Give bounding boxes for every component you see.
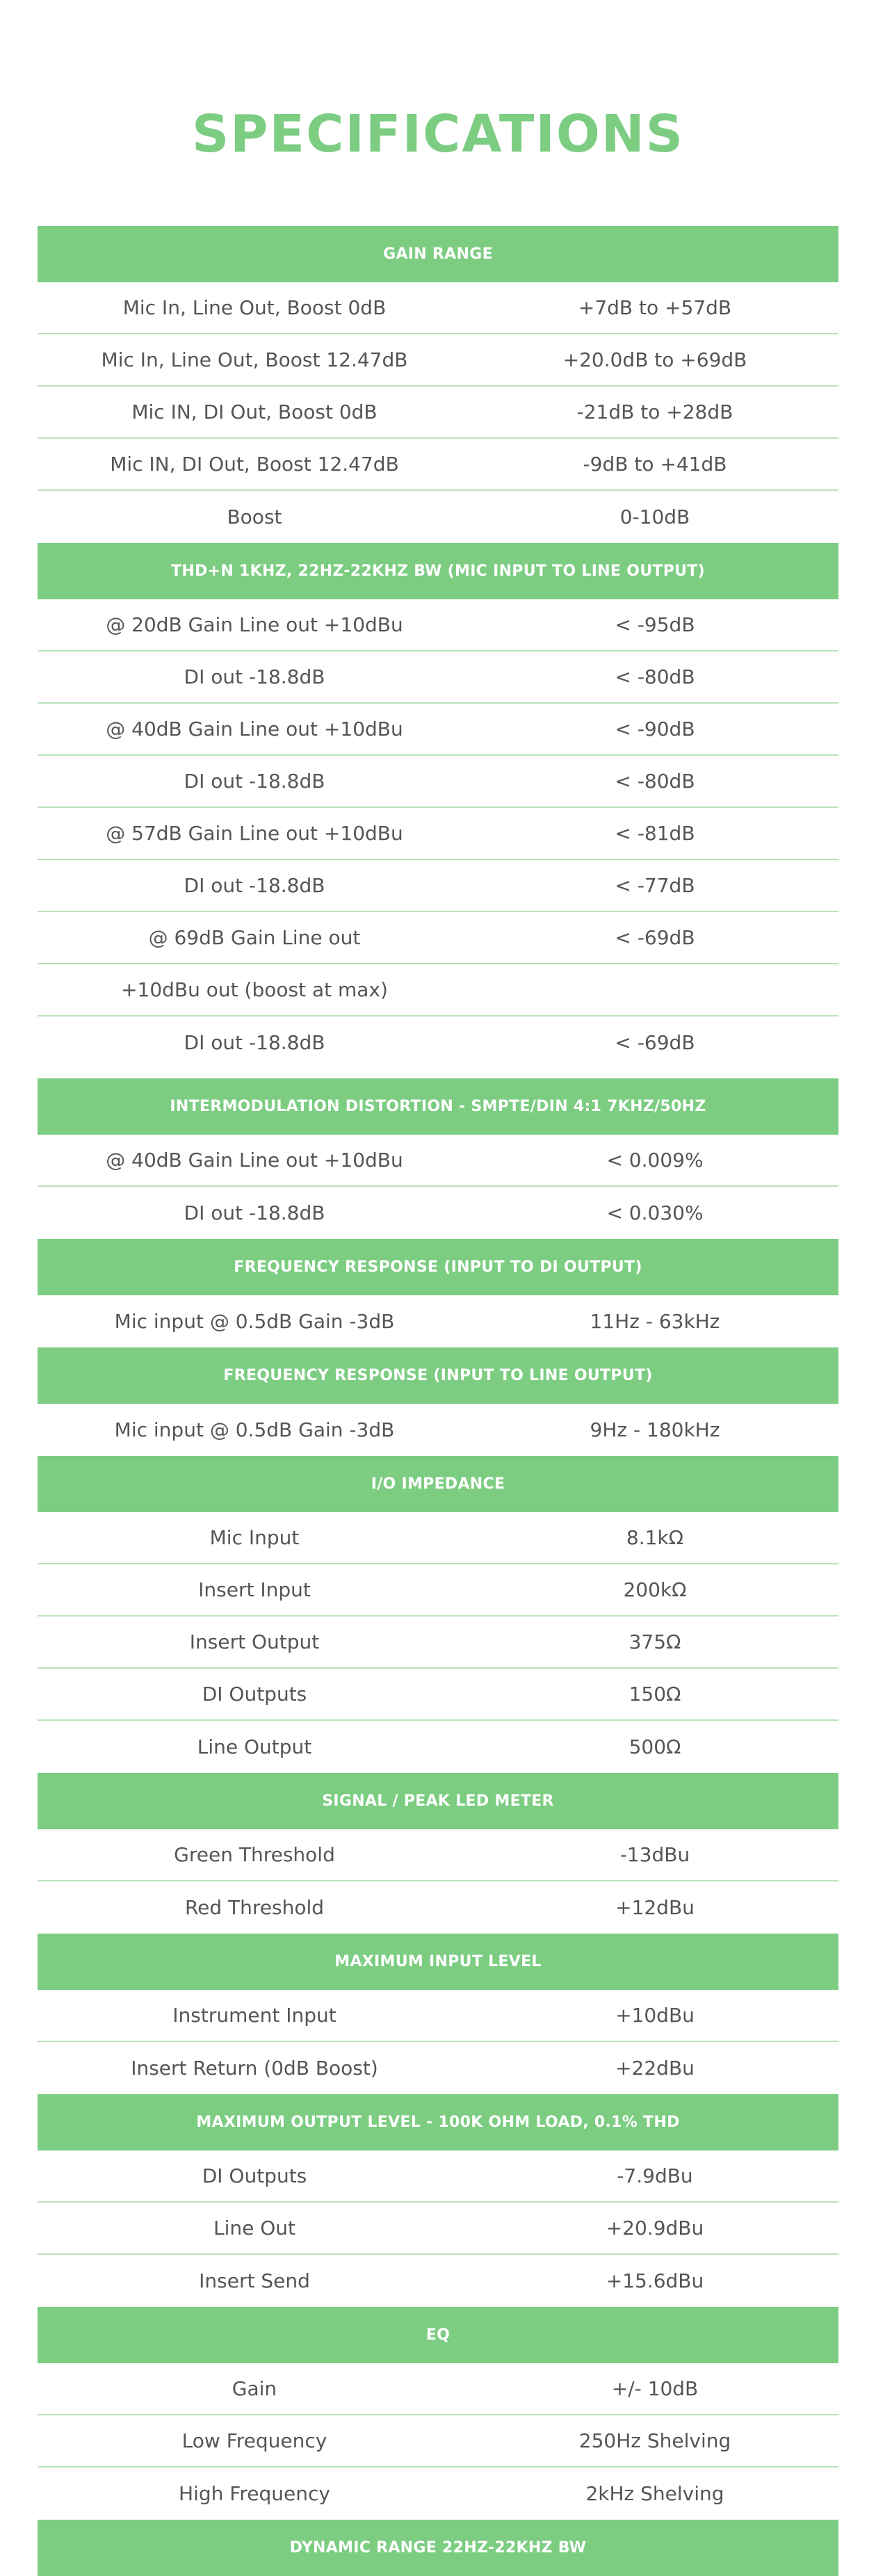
section-header: EQ	[38, 2307, 838, 2363]
spec-label: @ 20dB Gain Line out +10dBu	[106, 613, 403, 636]
spec-value: 2kHz Shelving	[585, 2482, 724, 2505]
spec-row	[38, 1295, 838, 1347]
spec-row	[38, 1135, 838, 1187]
spec-row	[38, 1669, 838, 1721]
spec-row	[38, 1881, 838, 1934]
spec-value: < -69dB	[615, 1031, 695, 1054]
spec-row	[38, 282, 838, 334]
spec-label: Gain	[232, 2377, 277, 2400]
spec-row	[38, 1990, 838, 2042]
spec-value: < 0.030%	[606, 1201, 704, 1224]
spec-label: +10dBu out (boost at max)	[121, 978, 388, 1001]
spec-value: 9Hz - 180kHz	[590, 1418, 720, 1441]
section-header: INTERMODULATION DISTORTION - SMPTE/DIN 4:1 7KHZ/50HZ	[38, 1078, 838, 1135]
spec-label: Insert Return (0dB Boost)	[131, 2057, 378, 2080]
spec-label: DI out -18.8dB	[184, 1201, 325, 1224]
spec-label: Instrument Input	[172, 2004, 336, 2027]
spec-label: Mic In, Line Out, Boost 12.47dB	[101, 348, 408, 371]
spec-row	[38, 2255, 838, 2307]
spec-value: 11Hz - 63kHz	[590, 1310, 720, 1333]
spec-row	[38, 387, 838, 439]
section-header: FREQUENCY RESPONSE (INPUT TO DI OUTPUT)	[38, 1239, 838, 1295]
spec-label: Mic IN, DI Out, Boost 12.47dB	[110, 453, 399, 476]
spec-label: Green Threshold	[174, 1843, 335, 1866]
spec-label: DI Outputs	[202, 1683, 307, 1706]
spec-row	[38, 860, 838, 912]
spec-label: Mic input @ 0.5dB Gain -3dB	[114, 1310, 395, 1333]
spec-row	[38, 1016, 838, 1069]
spec-value: +/- 10dB	[611, 2377, 699, 2400]
spec-label: Insert Send	[199, 2269, 310, 2292]
spec-value: 375Ω	[628, 1630, 681, 1653]
spec-label: Mic input @ 0.5dB Gain -3dB	[114, 1418, 395, 1441]
section-header: SIGNAL / PEAK LED METER	[38, 1773, 838, 1829]
spec-row	[38, 1829, 838, 1881]
spec-value: -7.9dBu	[617, 2164, 693, 2187]
spec-value: +22dBu	[615, 2057, 695, 2080]
spec-value: < -80dB	[615, 770, 695, 793]
section-header: GAIN RANGE	[38, 226, 838, 282]
spec-row	[38, 1721, 838, 1773]
spec-row	[38, 1564, 838, 1617]
page-title: SPECIFICATIONS	[192, 104, 684, 164]
specifications-table	[38, 226, 838, 2576]
spec-row	[38, 964, 838, 1016]
spec-row	[38, 1617, 838, 1669]
spec-value: +7dB to +57dB	[578, 296, 732, 319]
spec-label: Red Threshold	[184, 1896, 325, 1919]
spec-value: < -69dB	[615, 926, 695, 949]
section-header: I/O IMPEDANCE	[38, 1456, 838, 1512]
spec-row	[38, 2363, 838, 2415]
spec-value: < -90dB	[615, 718, 695, 740]
spec-label: @ 57dB Gain Line out +10dBu	[106, 822, 403, 845]
spec-label: DI Outputs	[202, 2164, 307, 2187]
spec-label: DI out -18.8dB	[184, 1031, 325, 1054]
spec-value: +20.9dBu	[606, 2217, 704, 2239]
spec-value: 250Hz Shelving	[578, 2429, 731, 2452]
section-header: MAXIMUM OUTPUT LEVEL - 100K OHM LOAD, 0.1% THD	[38, 2094, 838, 2150]
spec-row	[38, 2042, 838, 2094]
section-header: DYNAMIC RANGE 22HZ-22KHZ BW	[38, 2520, 838, 2576]
spec-value: < -81dB	[615, 822, 695, 845]
spec-row	[38, 1512, 838, 1564]
spec-row	[38, 756, 838, 808]
spec-label: @ 40dB Gain Line out +10dBu	[106, 1149, 403, 1172]
spec-label: DI out -18.8dB	[184, 770, 325, 793]
spec-label: @ 40dB Gain Line out +10dBu	[106, 718, 403, 740]
spec-value: < -77dB	[615, 874, 695, 897]
spec-row	[38, 912, 838, 964]
spec-label: Insert Output	[189, 1630, 320, 1653]
spec-value: +15.6dBu	[606, 2269, 704, 2292]
spec-label: DI out -18.8dB	[184, 665, 325, 688]
spec-row	[38, 2468, 838, 2520]
spec-row	[38, 2150, 838, 2203]
section-header: MAXIMUM INPUT LEVEL	[38, 1934, 838, 1990]
spec-row	[38, 334, 838, 387]
spec-label: Mic In, Line Out, Boost 0dB	[122, 296, 387, 319]
spec-label: Insert Input	[198, 1578, 311, 1601]
section-spacer	[38, 1069, 838, 1078]
spec-value: < 0.009%	[606, 1149, 704, 1172]
spec-row	[38, 439, 838, 491]
spec-value: -9dB to +41dB	[583, 453, 727, 476]
spec-value: 500Ω	[628, 1735, 681, 1758]
spec-label: Low Frequency	[181, 2429, 327, 2452]
spec-value: < -80dB	[615, 665, 695, 688]
spec-value: +20.0dB to +69dB	[562, 348, 747, 371]
spec-label: Mic Input	[209, 1526, 300, 1549]
spec-value: -13dBu	[619, 1843, 690, 1866]
spec-row	[38, 651, 838, 704]
spec-value: < -95dB	[615, 613, 695, 636]
spec-label: Mic IN, DI Out, Boost 0dB	[131, 400, 378, 423]
spec-value: 8.1kΩ	[626, 1526, 684, 1549]
spec-value: 200kΩ	[623, 1578, 687, 1601]
spec-label: Line Out	[213, 2217, 295, 2239]
spec-row	[38, 808, 838, 860]
spec-row	[38, 1404, 838, 1456]
spec-row	[38, 491, 838, 543]
spec-row	[38, 2415, 838, 2468]
spec-value: 0-10dB	[619, 505, 690, 528]
section-header: THD+N 1KHZ, 22HZ-22KHZ BW (MIC INPUT TO LINE OUTPUT)	[38, 543, 838, 599]
spec-value: -21dB to +28dB	[576, 400, 733, 423]
spec-label: @ 69dB Gain Line out	[148, 926, 361, 949]
spec-value: 150Ω	[628, 1683, 681, 1706]
spec-row	[38, 1187, 838, 1239]
spec-value: +12dBu	[615, 1896, 695, 1919]
spec-value: +10dBu	[615, 2004, 695, 2027]
spec-label: DI out -18.8dB	[184, 874, 325, 897]
spec-label: Boost	[227, 505, 282, 528]
spec-row	[38, 599, 838, 651]
spec-row	[38, 2203, 838, 2255]
spec-row	[38, 704, 838, 756]
section-header: FREQUENCY RESPONSE (INPUT TO LINE OUTPUT)	[38, 1347, 838, 1404]
spec-label: Line Output	[197, 1735, 312, 1758]
spec-label: High Frequency	[179, 2482, 330, 2505]
